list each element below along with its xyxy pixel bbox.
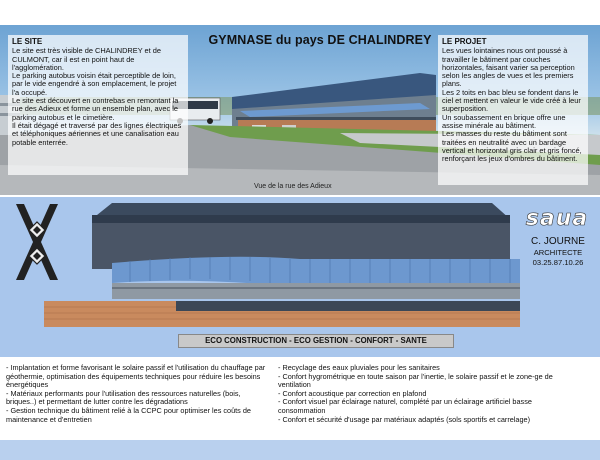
list-item: - Implantation et forme favorisant le solaire passif et l'utilisation du chauffage par géothermie, optimisation des équipements techniques pour réduire les besoins énergétiques [6,363,266,390]
project-paragraph: Un soubassement en brique offre une assise minérale au bâtiment. [442,112,566,130]
elevation-illustration [0,197,600,357]
site-paragraph: Le parking autobus voisin était perceptible de loin, par le vide engendré à son emplacement, le projet l'a occupé. [12,71,177,97]
architect-brand: saua [525,206,589,231]
site-paragraph: Le site est découvert en contrebas en remontant la rue des Adieux et forme un ensemble plan, avec le parking autobus et le cimetière. [12,96,179,122]
architect-role: ARCHITECTE [533,248,583,257]
footer-bar [0,440,600,460]
page-title: GYMNASE du pays DE CHALINDREY [208,33,432,47]
project-paragraph: Les vues lointaines nous ont poussé à travailler le bâtiment par couches horizontales, faisant varier sa perception selon les angles de vues et les premiers plans. [442,46,575,89]
list-item: - Confort et sécurité d'usage par matériaux adaptés (sols sportifs et carrelage) [278,414,531,424]
list-item: - Confort hygrométrique en toute saison par l'inertie, le solaire passif et le zone-ge de ventilation [278,371,553,390]
list-item: - Confort acoustique par correction en plafond [278,388,427,398]
project-paragraph: Les masses du reste du bâtiment sont traitées en neutralité avec un bardage vertical et horizontal gris clair et gris foncé, renforçant les jeux d'ombres du bâtiment. [442,129,582,164]
list-item: - Confort visuel par éclairage naturel, complété par un éclairage artificiel basse consommation [278,397,532,415]
site-heading: LE SITE [12,37,43,46]
site-paragraph: Il était dégagé et traversé par des lignes électriques et téléphoniques aériennes et une canalisation eau potable enterrée. [12,120,182,147]
site-paragraph: Le site est très visible de CHALINDREY et de CULMONT, car il est en point haut de l'agglomération. [12,46,161,72]
project-heading: LE PROJET [442,37,487,46]
photo-caption: Vue de la rue des Adieux [254,183,332,190]
bullets-right-column [278,364,578,424]
project-paragraph: Les 2 toits en bac bleu se fondent dans le ciel et mettent en valeur le vide créé à leur superposition. [442,87,581,114]
architect-phone: 03.25.87.10.26 [532,258,584,267]
building-elevation [0,197,600,357]
architect-name: C. JOURNE [531,236,585,247]
site-description-panel [8,35,188,175]
bullets-left-column [6,364,268,424]
eco-banner: ECO CONSTRUCTION - ECO GESTION - CONFORT - SANTE [178,334,454,348]
list-item: - Recyclage des eaux pluviales pour les sanitaires [278,363,440,372]
saua-logo-icon [14,202,60,284]
list-item: - Gestion technique du bâtiment relié à la CCPC pour optimiser les coûts de maintenance et d'entretien [6,405,251,424]
project-description-panel [438,35,588,185]
list-item: - Matériaux performants pour l'utilisation des ressources naturelles (bois, briques..) et permettant de lutter contre les dégradations [6,388,241,407]
